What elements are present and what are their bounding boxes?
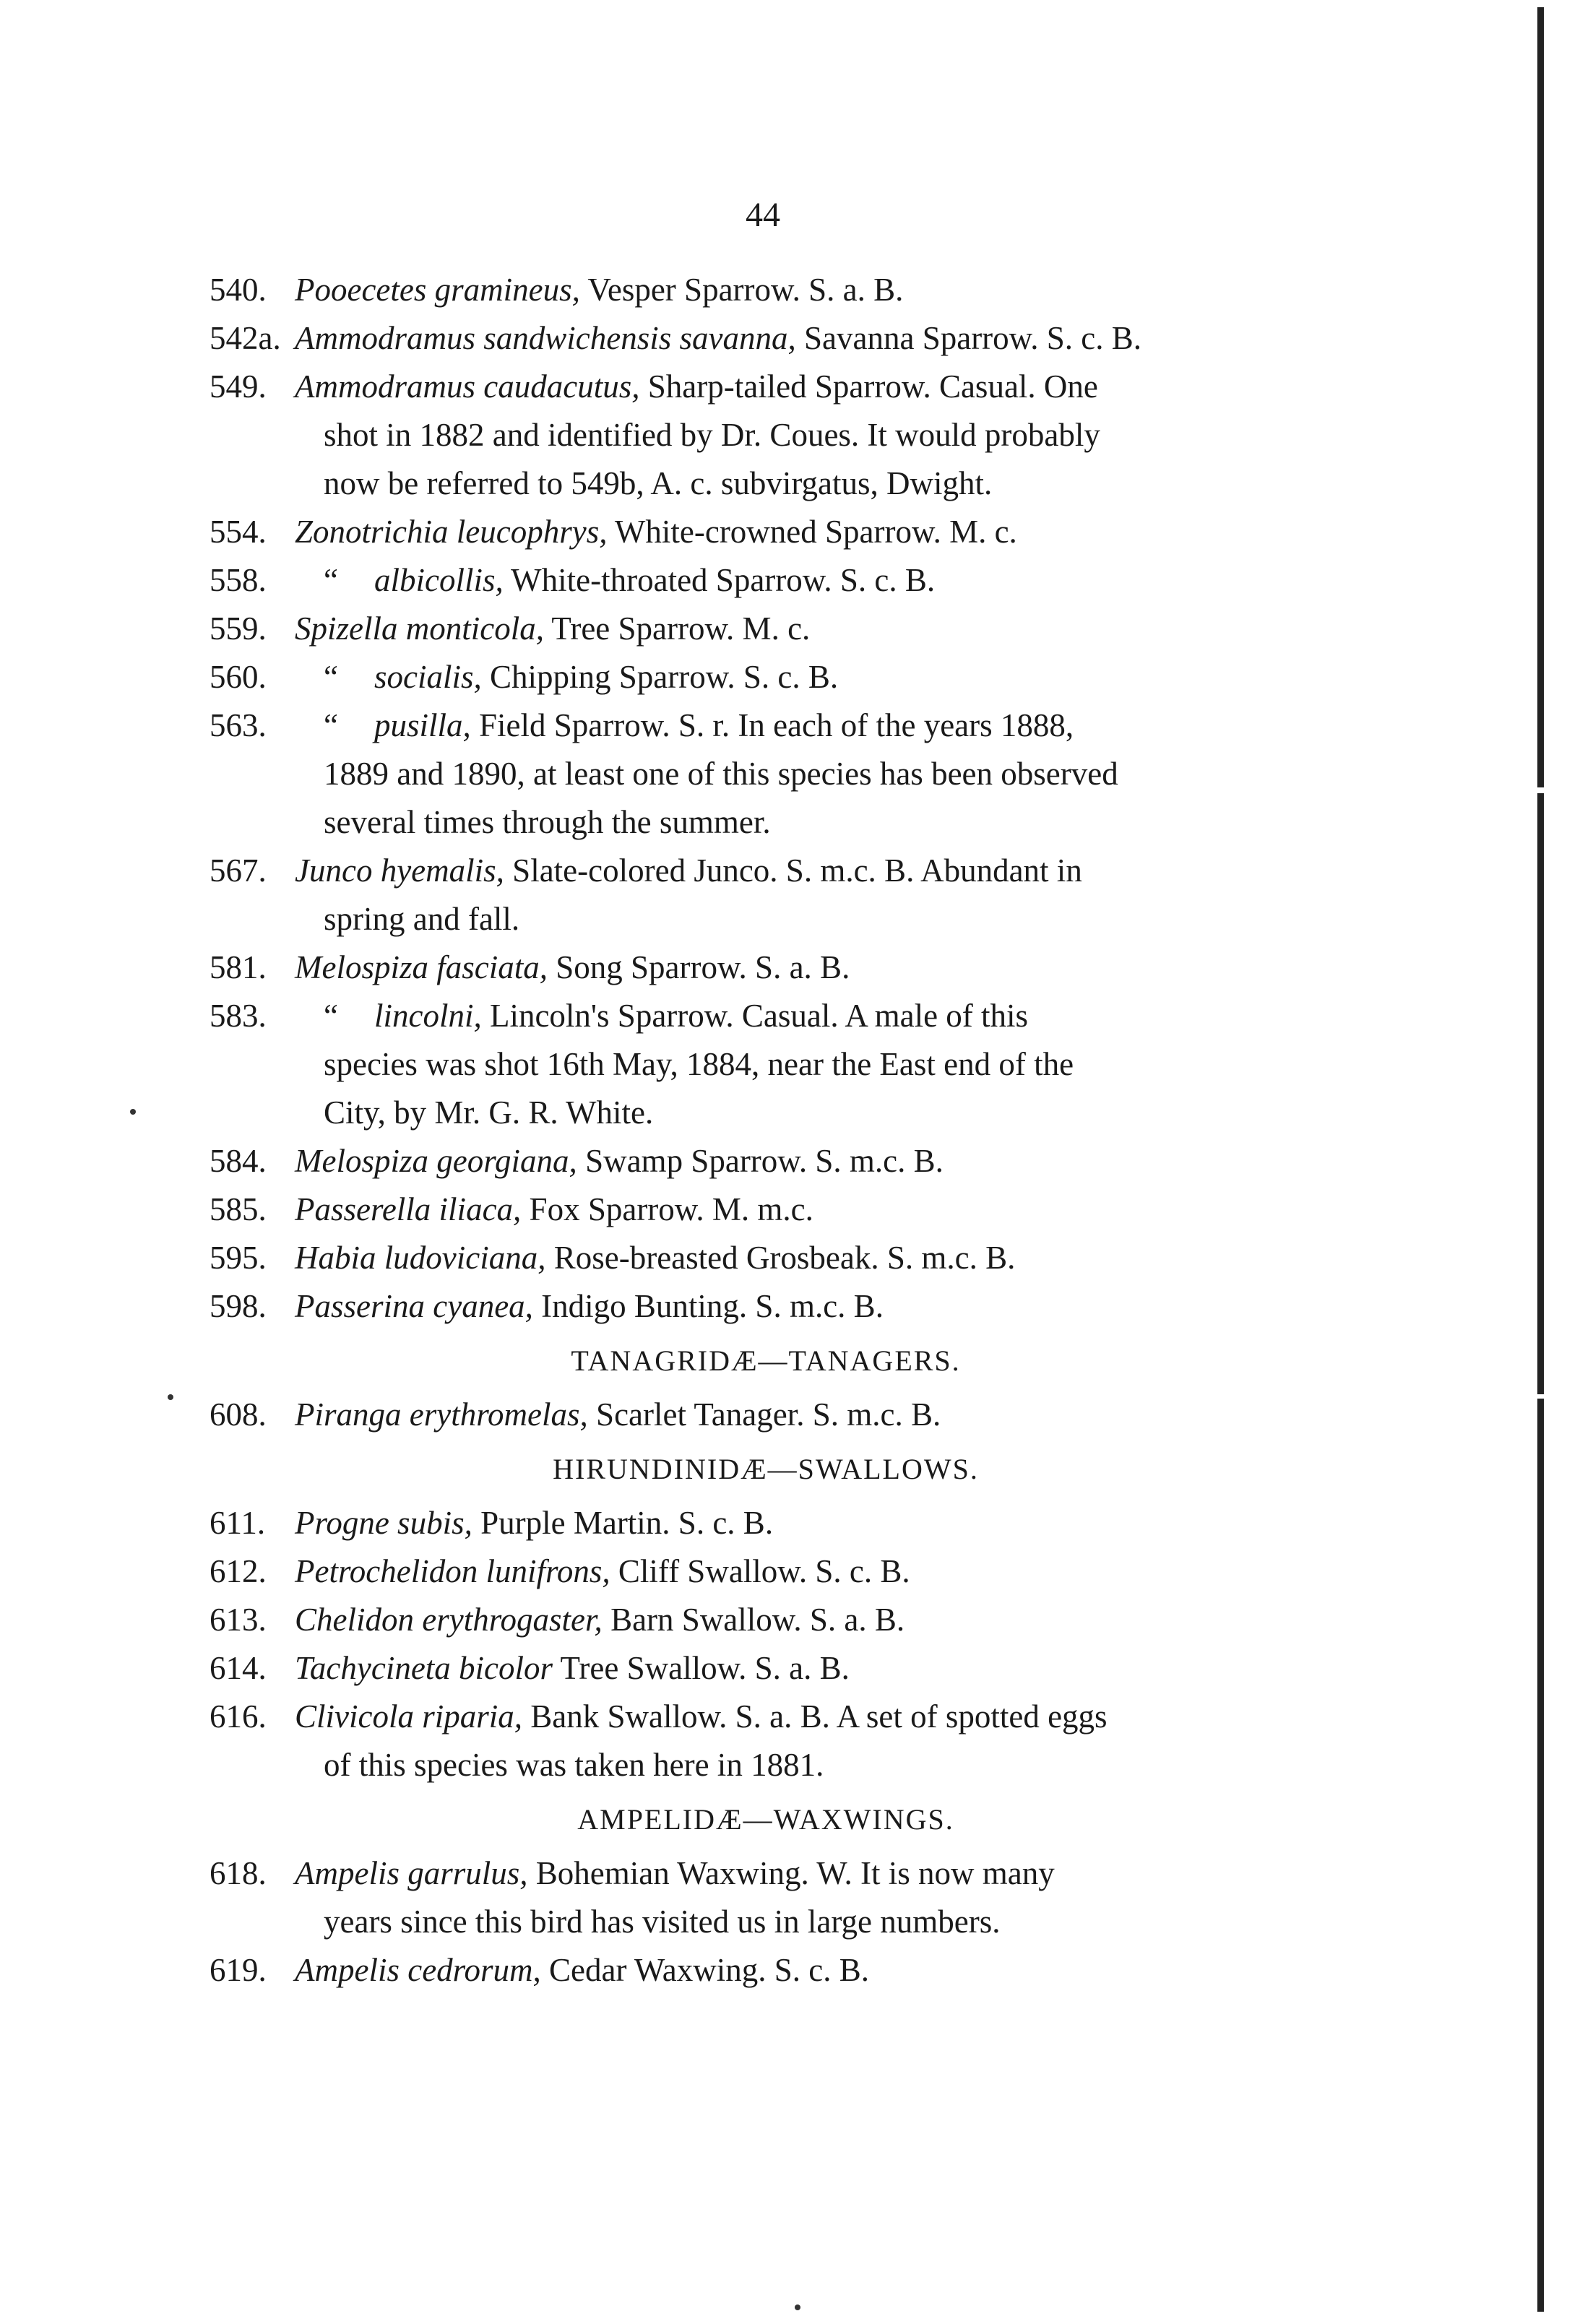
entry-continuation-line: shot in 1882 and identified by Dr. Coues. It would probably (324, 417, 1100, 453)
entry-first-line (210, 1234, 1322, 1282)
species-entry (210, 1499, 1322, 1547)
entry-first-line (210, 1137, 1322, 1185)
scientific-name: Pooecetes gramineus, (295, 272, 580, 308)
ditto-mark: “ (324, 998, 338, 1034)
entry-continuation-line: several times through the summer. (324, 804, 771, 840)
entry-first-line (210, 1849, 1322, 1898)
family-heading: AMPELIDÆ—WAXWINGS. (577, 1803, 954, 1836)
entry-text: Swamp Sparrow. S. m.c. B. (577, 1143, 944, 1179)
entry-text: Cedar Waxwing. S. c. B. (540, 1952, 870, 1988)
scientific-name: socialis, (374, 659, 482, 695)
species-entry (210, 1185, 1322, 1234)
species-entry (210, 1137, 1322, 1185)
scientific-name: Spizella monticola, (295, 610, 544, 647)
entry-number: 583. (210, 998, 267, 1034)
entry-number: 611. (210, 1505, 266, 1541)
species-entry (210, 556, 1322, 605)
scientific-name: albicollis, (374, 562, 504, 598)
species-entry (210, 266, 1322, 314)
ditto-mark: “ (324, 659, 338, 695)
scientific-name: Ampelis cedrorum, (295, 1952, 541, 1988)
entry-text: Slate-colored Junco. S. m.c. B. Abundant in (504, 852, 1082, 889)
entry-continuation-line: 1889 and 1890, at least one of this species has been observed (324, 756, 1118, 792)
scientific-name: Clivicola riparia, (295, 1698, 522, 1735)
entry-first-line (210, 701, 1322, 750)
scientific-name: Ampelis garrulus, (295, 1855, 528, 1891)
scientific-name: Zonotrichia leucophrys, (295, 514, 608, 550)
scan-binding-edge (1537, 0, 1544, 2324)
scientific-name: Ammodramus sandwichensis savanna, (295, 320, 796, 356)
entry-text: Tree Sparrow. M. c. (543, 610, 811, 647)
entry-text: Tree Swallow. S. a. B. (553, 1650, 850, 1686)
entry-first-line (210, 1547, 1322, 1596)
scientific-name: pusilla, (374, 707, 471, 743)
entry-text: Cliff Swallow. S. c. B. (610, 1553, 910, 1589)
species-entry (210, 847, 1322, 943)
entry-text: Lincoln's Sparrow. Casual. A male of this (481, 998, 1029, 1034)
entry-text: Fox Sparrow. M. m.c. (521, 1191, 813, 1227)
entry-first-line (210, 847, 1322, 895)
species-entry (210, 992, 1322, 1137)
species-entry (210, 1547, 1322, 1596)
entry-number: 619. (210, 1952, 267, 1988)
entry-continuation-line: species was shot 16th May, 1884, near the East end of the (324, 1046, 1074, 1082)
species-entry (210, 1849, 1322, 1946)
entry-text: Vesper Sparrow. S. a. B. (579, 272, 904, 308)
scientific-name: Passerina cyanea, (295, 1288, 533, 1324)
family-heading: TANAGRIDÆ—TANAGERS. (571, 1344, 961, 1377)
entry-number: 567. (210, 852, 267, 889)
entry-first-line (210, 266, 1322, 314)
ditto-mark: “ (324, 562, 338, 598)
entry-text: Savanna Sparrow. S. c. B. (795, 320, 1142, 356)
entry-first-line (210, 605, 1322, 653)
entry-text: Bohemian Waxwing. W. It is now many (527, 1855, 1055, 1891)
entry-text: White-throated Sparrow. S. c. B. (503, 562, 936, 598)
scientific-name: Petrochelidon lunifrons, (295, 1553, 610, 1589)
entry-number: 559. (210, 610, 267, 647)
entry-number: 614. (210, 1650, 267, 1686)
scientific-name: Piranga erythromelas, (295, 1396, 588, 1433)
scientific-name: Progne subis, (295, 1505, 472, 1541)
entry-text: Rose-breasted Grosbeak. S. m.c. B. (545, 1240, 1016, 1276)
entry-first-line (210, 1185, 1322, 1234)
entry-first-line (210, 1596, 1322, 1644)
entry-text: Scarlet Tanager. S. m.c. B. (587, 1396, 941, 1433)
entry-text: Chipping Sparrow. S. c. B. (481, 659, 839, 695)
entry-continuation-line: spring and fall. (324, 901, 520, 937)
scientific-name: Melospiza fasciata, (295, 949, 548, 985)
species-entry (210, 1946, 1322, 1995)
entry-text: Song Sparrow. S. a. B. (547, 949, 850, 985)
entry-number: 560. (210, 659, 267, 695)
scan-speck (130, 1109, 136, 1115)
family-heading: HIRUNDINIDÆ—SWALLOWS. (553, 1453, 979, 1485)
scientific-name: Passerella iliaca, (295, 1191, 522, 1227)
entry-continuation-line: now be referred to 549b, A. c. subvirgatus, Dwight. (324, 465, 993, 501)
scientific-name: Ammodramus caudacutus, (295, 368, 640, 405)
entry-text: Bank Swallow. S. a. B. A set of spotted eggs (522, 1698, 1108, 1735)
entry-number: 542a. (210, 320, 281, 356)
scientific-name: Habia ludoviciana, (295, 1240, 546, 1276)
entry-text: Indigo Bunting. S. m.c. B. (532, 1288, 884, 1324)
species-entry (210, 1282, 1322, 1331)
entry-first-line (210, 508, 1322, 556)
entry-number: 618. (210, 1855, 267, 1891)
species-entry (210, 943, 1322, 992)
entry-first-line (210, 314, 1322, 363)
entry-number: 613. (210, 1602, 267, 1638)
species-entry (210, 701, 1322, 847)
page-number: 44 (746, 196, 780, 234)
entry-number: 612. (210, 1553, 267, 1589)
scientific-name: Melospiza georgiana, (295, 1143, 577, 1179)
entry-first-line (210, 1644, 1322, 1693)
species-entry (210, 605, 1322, 653)
entry-text: Field Sparrow. S. r. In each of the years 1888, (470, 707, 1074, 743)
species-entry (210, 653, 1322, 701)
entry-first-line (210, 1946, 1322, 1995)
entry-first-line (210, 943, 1322, 992)
ditto-mark: “ (324, 707, 338, 743)
scientific-name: Chelidon erythrogaster, (295, 1602, 603, 1638)
scientific-name: lincolni, (374, 998, 482, 1034)
entry-first-line (210, 363, 1322, 411)
scientific-name: Tachycineta bicolor (295, 1650, 553, 1686)
entry-first-line (210, 1391, 1322, 1439)
entry-number: 584. (210, 1143, 267, 1179)
entry-number: 563. (210, 707, 267, 743)
scan-speck (795, 2304, 800, 2310)
entry-continuation-line: of this species was taken here in 1881. (324, 1747, 824, 1783)
species-entry (210, 1596, 1322, 1644)
entry-number: 595. (210, 1240, 267, 1276)
entry-first-line (210, 992, 1322, 1040)
species-entry (210, 1644, 1322, 1693)
species-list (210, 266, 1322, 1995)
entry-first-line (210, 653, 1322, 701)
entry-first-line (210, 1693, 1322, 1741)
entry-number: 540. (210, 272, 267, 308)
entry-continuation-line: City, by Mr. G. R. White. (324, 1094, 654, 1131)
entry-text: Sharp-tailed Sparrow. Casual. One (639, 368, 1098, 405)
scan-speck (168, 1394, 173, 1400)
scientific-name: Junco hyemalis, (295, 852, 504, 889)
entry-first-line (210, 556, 1322, 605)
entry-text: Purple Martin. S. c. B. (472, 1505, 774, 1541)
entry-continuation-line: years since this bird has visited us in large numbers. (324, 1904, 1001, 1940)
entry-number: 608. (210, 1396, 267, 1433)
entry-number: 549. (210, 368, 267, 405)
entry-text: Barn Swallow. S. a. B. (602, 1602, 905, 1638)
species-entry (210, 1234, 1322, 1282)
entry-number: 585. (210, 1191, 267, 1227)
entry-number: 616. (210, 1698, 267, 1735)
species-entry (210, 1391, 1322, 1439)
entry-number: 598. (210, 1288, 267, 1324)
entry-first-line (210, 1499, 1322, 1547)
entry-first-line (210, 1282, 1322, 1331)
entry-number: 581. (210, 949, 267, 985)
species-entry (210, 1693, 1322, 1789)
entry-text: White-crowned Sparrow. M. c. (607, 514, 1017, 550)
species-entry (210, 363, 1322, 508)
entry-number: 554. (210, 514, 267, 550)
entry-number: 558. (210, 562, 267, 598)
species-entry (210, 508, 1322, 556)
species-entry (210, 314, 1322, 363)
